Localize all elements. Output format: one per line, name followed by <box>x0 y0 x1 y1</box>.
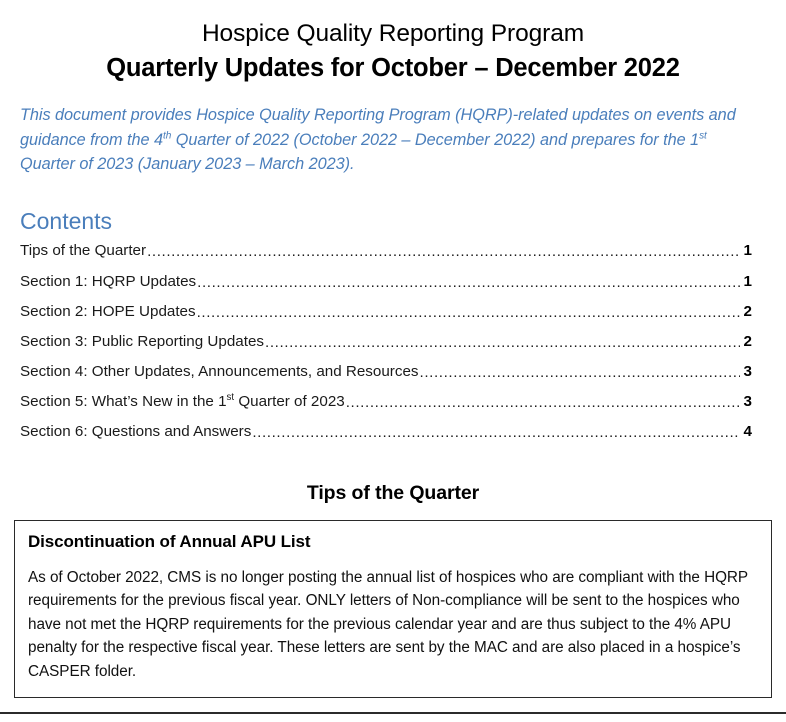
toc-leader-dots <box>147 245 739 260</box>
toc-entry-label: Section 6: Questions and Answers <box>20 422 252 440</box>
toc-page-number: 3 <box>743 392 752 410</box>
toc-entry-label: Section 2: HOPE Updates <box>20 302 196 320</box>
toc-page-number: 3 <box>743 362 752 380</box>
intro-superscript-st: st <box>699 130 707 142</box>
toc-leader-dots <box>197 276 739 291</box>
toc-leader-dots <box>265 336 740 351</box>
toc-entry-label: Section 4: Other Updates, Announcements, and Resources <box>20 362 419 380</box>
document-title-line-2: Quarterly Updates for October – December 2022 <box>106 54 680 82</box>
contents-heading: Contents <box>20 207 113 234</box>
intro-text-part-2: Quarter of 2022 (October 2022 – December 2022) and prepares for the 1 <box>171 130 700 149</box>
toc-page-number: 2 <box>743 302 752 320</box>
toc-page-number: 2 <box>743 332 752 350</box>
table-of-contents <box>12 241 774 441</box>
document-title-block <box>12 0 774 85</box>
tips-callout-box <box>14 520 772 699</box>
toc-page-number: 1 <box>743 241 752 259</box>
toc-entry-section-2[interactable] <box>20 302 752 321</box>
intro-superscript-th: th <box>162 130 172 142</box>
intro-text-part-3: Quarter of 2023 (January 2023 – March 2023). <box>20 155 355 173</box>
page-bottom-edge <box>0 712 786 718</box>
toc-leader-dots <box>346 396 740 411</box>
toc-page-number: 1 <box>743 272 752 290</box>
toc-entry-tips-of-the-quarter[interactable] <box>20 241 752 260</box>
toc-entry-label-superscript: st <box>226 391 235 403</box>
toc-entry-label: Section 3: Public Reporting Updates <box>20 332 264 350</box>
intro-paragraph <box>12 103 774 177</box>
tips-of-the-quarter-heading: Tips of the Quarter <box>306 481 480 504</box>
toc-entry-section-6[interactable] <box>20 422 752 441</box>
toc-leader-dots <box>420 366 740 381</box>
toc-entry-label: Tips of the Quarter <box>20 241 147 259</box>
toc-entry-section-4[interactable] <box>20 362 752 381</box>
tips-box-title: Discontinuation of Annual APU List <box>28 531 311 551</box>
intro-text-part-1: This document provides Hospice Quality Reporting Program (HQRP)-related updates on events and guidance from the 4 <box>20 106 736 149</box>
toc-page-number: 4 <box>743 422 752 440</box>
toc-entry-section-1[interactable] <box>20 272 752 291</box>
tips-box-body-text: As of October 2022, CMS is no longer posting the annual list of hospices who are compliant with the HQRP requirements for the previous fiscal year. ONLY letters of Non-compliance will be sent to the hospices who have not met the HQRP requirements for the previous calendar year and are thus subject to the 4% APU penalty for the respective fiscal year. These letters are sent by the MAC and are also placed in a hospice’s CASPER folder. <box>28 568 748 680</box>
toc-entry-section-5[interactable] <box>20 392 752 411</box>
toc-leader-dots <box>197 306 740 321</box>
toc-entry-section-3[interactable] <box>20 332 752 351</box>
document-title-line-1: Hospice Quality Reporting Program <box>201 20 585 47</box>
toc-entry-label <box>20 392 346 411</box>
toc-entry-label: Section 1: HQRP Updates <box>20 272 197 290</box>
toc-leader-dots <box>252 426 739 441</box>
toc-entry-label-post: Quarter of 2023 <box>234 392 345 410</box>
toc-entry-label-pre: Section 5: What’s New in the 1 <box>20 392 227 410</box>
